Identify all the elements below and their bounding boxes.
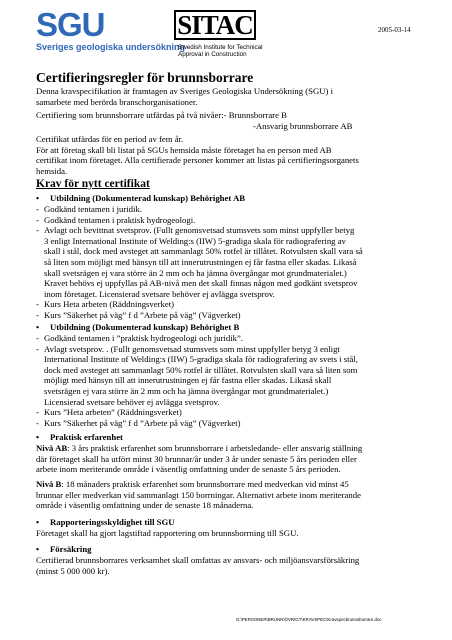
b-education-heading — [36, 322, 239, 333]
list-item — [36, 278, 426, 289]
dash-marker: - — [36, 333, 39, 343]
list-item-text: inom företaget. Licensierad svetsare behöver ej avlägga svetsprov. — [44, 288, 275, 299]
list-item-text: Kurs ”Säkerhet på väg” f d ”Arbete på väg” (Vägverket) — [44, 417, 241, 428]
list-item — [36, 268, 426, 279]
dash-marker: - — [36, 299, 39, 310]
sgu-tagline: Sveriges geologiska undersökning — [36, 42, 186, 52]
dash-marker: - — [36, 417, 39, 428]
footer-file-path: G:\PERSONER\BRUNN\ÖVRIGT\KRAVSPEC\Kravspecbrunnsborrare.doc — [236, 617, 382, 622]
validity-line: certifikat inom företaget. Alla certifierade personer kommer att listas på certifieringsorganets — [36, 155, 359, 166]
experience-b-line — [36, 479, 436, 490]
insurance-paragraph — [36, 555, 436, 576]
dash-marker: - — [36, 309, 39, 320]
validity-line: Certifikat utfärdas för en period av fem år. — [36, 134, 184, 144]
list-item — [36, 236, 426, 247]
bullet-icon: • — [36, 193, 40, 203]
list-item — [36, 246, 426, 257]
dash-marker: - — [36, 407, 39, 418]
sgu-logo — [36, 6, 186, 56]
bullet-icon: • — [36, 517, 40, 527]
experience-heading-text: Praktisk erfarenhet — [50, 432, 123, 442]
list-item — [36, 333, 426, 344]
intro-paragraph — [36, 86, 416, 107]
validity-paragraph — [36, 134, 416, 176]
list-item-text: möjligt med hänsyn till att innerutrustningen ej får fastna eller skadas. Likaså skall — [44, 375, 332, 386]
bullet-icon: • — [36, 322, 40, 332]
ab-education-heading-text: Utbildning (Dokumenterad kunskap) Behörighet AB — [50, 193, 246, 203]
list-item-text: så liten som möjligt med hänsyn till att innerutrustningen ej får fastna eller skadas. Likaså — [44, 256, 357, 267]
b-education-heading-text: Utbildning (Dokumenterad kunskap) Behörighet B — [50, 322, 240, 332]
list-item-text: Godkänd tentamen i praktisk hydrogeologi. — [44, 214, 196, 225]
reporting-heading-text: Rapporteringsskyldighet till SGU — [50, 517, 175, 527]
dash-marker: - — [36, 204, 39, 214]
experience-b-text: område i väsentlig omfattning under de senaste 18 månaderna. — [36, 500, 254, 511]
list-item — [36, 289, 426, 300]
experience-b-text: brunnar eller medverkan vid sammanlagt 150 borrningar. Alternativt arbete inom meriterande — [36, 489, 361, 500]
list-item — [36, 225, 426, 236]
experience-ab-text: arbete inom meriterande område i väsentlig omfattning under de senaste 5 års perioden. — [36, 464, 341, 475]
reporting-heading — [36, 517, 175, 528]
sitac-tagline-line-2: Approval in Construction — [178, 51, 247, 58]
list-item-text: Kravet behövs ej uppfyllas på AB-nivå men det skall finnas någon med godkänt svetsprov — [44, 278, 358, 289]
insurance-line: Certifierad brunnsborrares verksamhet skall omfattas av ansvars- och miljöansvarsförsäkring — [36, 555, 360, 565]
document-title: Certifieringsregler för brunnsborrare — [36, 70, 254, 85]
level-ab-label: Nivå AB — [36, 443, 68, 453]
levels-line: Certifiering som brunnsborrare utfärdas på två nivåer:- Brunnsborrare B — [36, 110, 287, 120]
experience-b-text: : 18 månaders praktisk erfarenhet som brunnsborrare med medverkan vid minst 45 — [61, 479, 349, 489]
list-item — [36, 375, 426, 386]
sitac-tagline — [178, 44, 263, 58]
list-item-text: Godkänd tentamen i ”praktisk hydrogeologi och juridik”. — [44, 333, 244, 343]
list-item-text: skall i stål, dock med avsteget att sammanlagt 50% rotfel är tillåtet. Rotvulsten skall vara så — [44, 246, 363, 257]
intro-line: Denna kravspecifikation är framtagen av Sveriges Geologiska Undersökning (SGU) i — [36, 86, 333, 96]
dash-marker: - — [36, 214, 39, 225]
bullet-icon: • — [36, 544, 40, 554]
experience-ab-text: : 3 års praktisk erfarenhet som brunnsborrare i arbetsledande- eller ansvarig ställning — [67, 443, 363, 453]
experience-ab-line — [36, 443, 436, 454]
sitac-logo — [174, 10, 264, 64]
list-item — [36, 386, 426, 397]
list-item — [36, 407, 426, 418]
list-item-text: skall svetsrägen ej vara större än 2 mm och ha jämna övergångar mot grundmaterialet.) — [44, 267, 347, 278]
list-item-text: Kurs Heta arbeten (Räddningsverket) — [44, 299, 175, 310]
experience-heading — [36, 432, 123, 443]
ab-education-list — [36, 204, 426, 321]
insurance-line: (minst 5 000 000 kr). — [36, 565, 110, 576]
levels-line: -Ansvarig brunnsborrare AB — [253, 120, 353, 131]
experience-ab-paragraph — [36, 443, 436, 475]
list-item-text: Kurs ”Säkerhet på väg” f d ”Arbete på väg” (Vägverket) — [44, 309, 241, 320]
sgu-logo-text: SGU — [36, 6, 105, 43]
list-item-text: Kurs ”Heta arbeten” (Räddningsverket) — [44, 407, 182, 418]
list-item — [36, 299, 426, 310]
list-item-text: Avlagt svetsprov. . (Fullt genomsvetsad stumsvets som minst uppfyller betyg 3 enligt — [44, 343, 340, 354]
list-item-text: Godkänd tentamen i juridik. — [44, 204, 142, 214]
list-item — [36, 204, 426, 215]
list-item-text: International Institute of Welding:s (IIW) 5-gradiga skala för radiografering av svets i stål, — [44, 354, 358, 365]
document-date: 2005-03-14 — [378, 26, 411, 34]
levels-paragraph — [36, 110, 416, 131]
dash-marker: - — [36, 343, 39, 354]
ab-education-heading — [36, 193, 245, 204]
b-education-list — [36, 333, 426, 428]
intro-line: samarbete med berörda branschorganisationer. — [36, 96, 198, 107]
list-item — [36, 354, 426, 365]
sitac-tagline-line-1: Swedish Institute for Technical — [178, 44, 263, 51]
list-item-text: svetsrägen ej vara större än 2 mm och ha jämna övergångar mot grundmaterialet.) — [44, 385, 329, 396]
list-item-text: dock med avsteget att sammanlagt 50% rotfel är tillåtet. Rotvulsten skall vara så liten som — [44, 364, 358, 375]
validity-line: hemsida. — [36, 165, 68, 176]
level-b-label: Nivå B — [36, 479, 62, 489]
bullet-icon: • — [36, 432, 40, 442]
list-item — [36, 397, 426, 408]
section-heading: Krav för nytt certifikat — [36, 178, 150, 190]
list-item — [36, 215, 426, 226]
list-item-text: Avlagt och bevittnat svetsprov. (Fullt genomsvetsad stumsvets som minst uppfyller betyg — [44, 225, 355, 236]
list-item-text: Licensierad svetsare behöver ej avlägga svetsprov. — [44, 396, 220, 407]
experience-ab-text: där företaget skall ha utfört minst 30 brunnar/år under 3 år under senaste 5 års perioden eller — [36, 453, 357, 464]
list-item — [36, 418, 426, 429]
list-item — [36, 310, 426, 321]
validity-line: För att företag skall bli listat på SGUs hemsida måste företaget ha en person med AB — [36, 144, 332, 155]
experience-b-paragraph — [36, 479, 436, 511]
list-item — [36, 257, 426, 268]
insurance-heading-text: Försäkring — [50, 544, 92, 554]
insurance-heading — [36, 544, 92, 555]
reporting-text: Företaget skall ha gjort lagstiftad rapportering om brunnsborrning till SGU. — [36, 528, 299, 538]
list-item — [36, 344, 426, 355]
list-item-text: 3 enligt International Institute of Welding:s (IIW) 5-gradiga skala för radiografering av — [44, 235, 346, 246]
dash-marker: - — [36, 225, 39, 236]
list-item — [36, 365, 426, 376]
sitac-logo-text: SITAC — [174, 10, 256, 40]
